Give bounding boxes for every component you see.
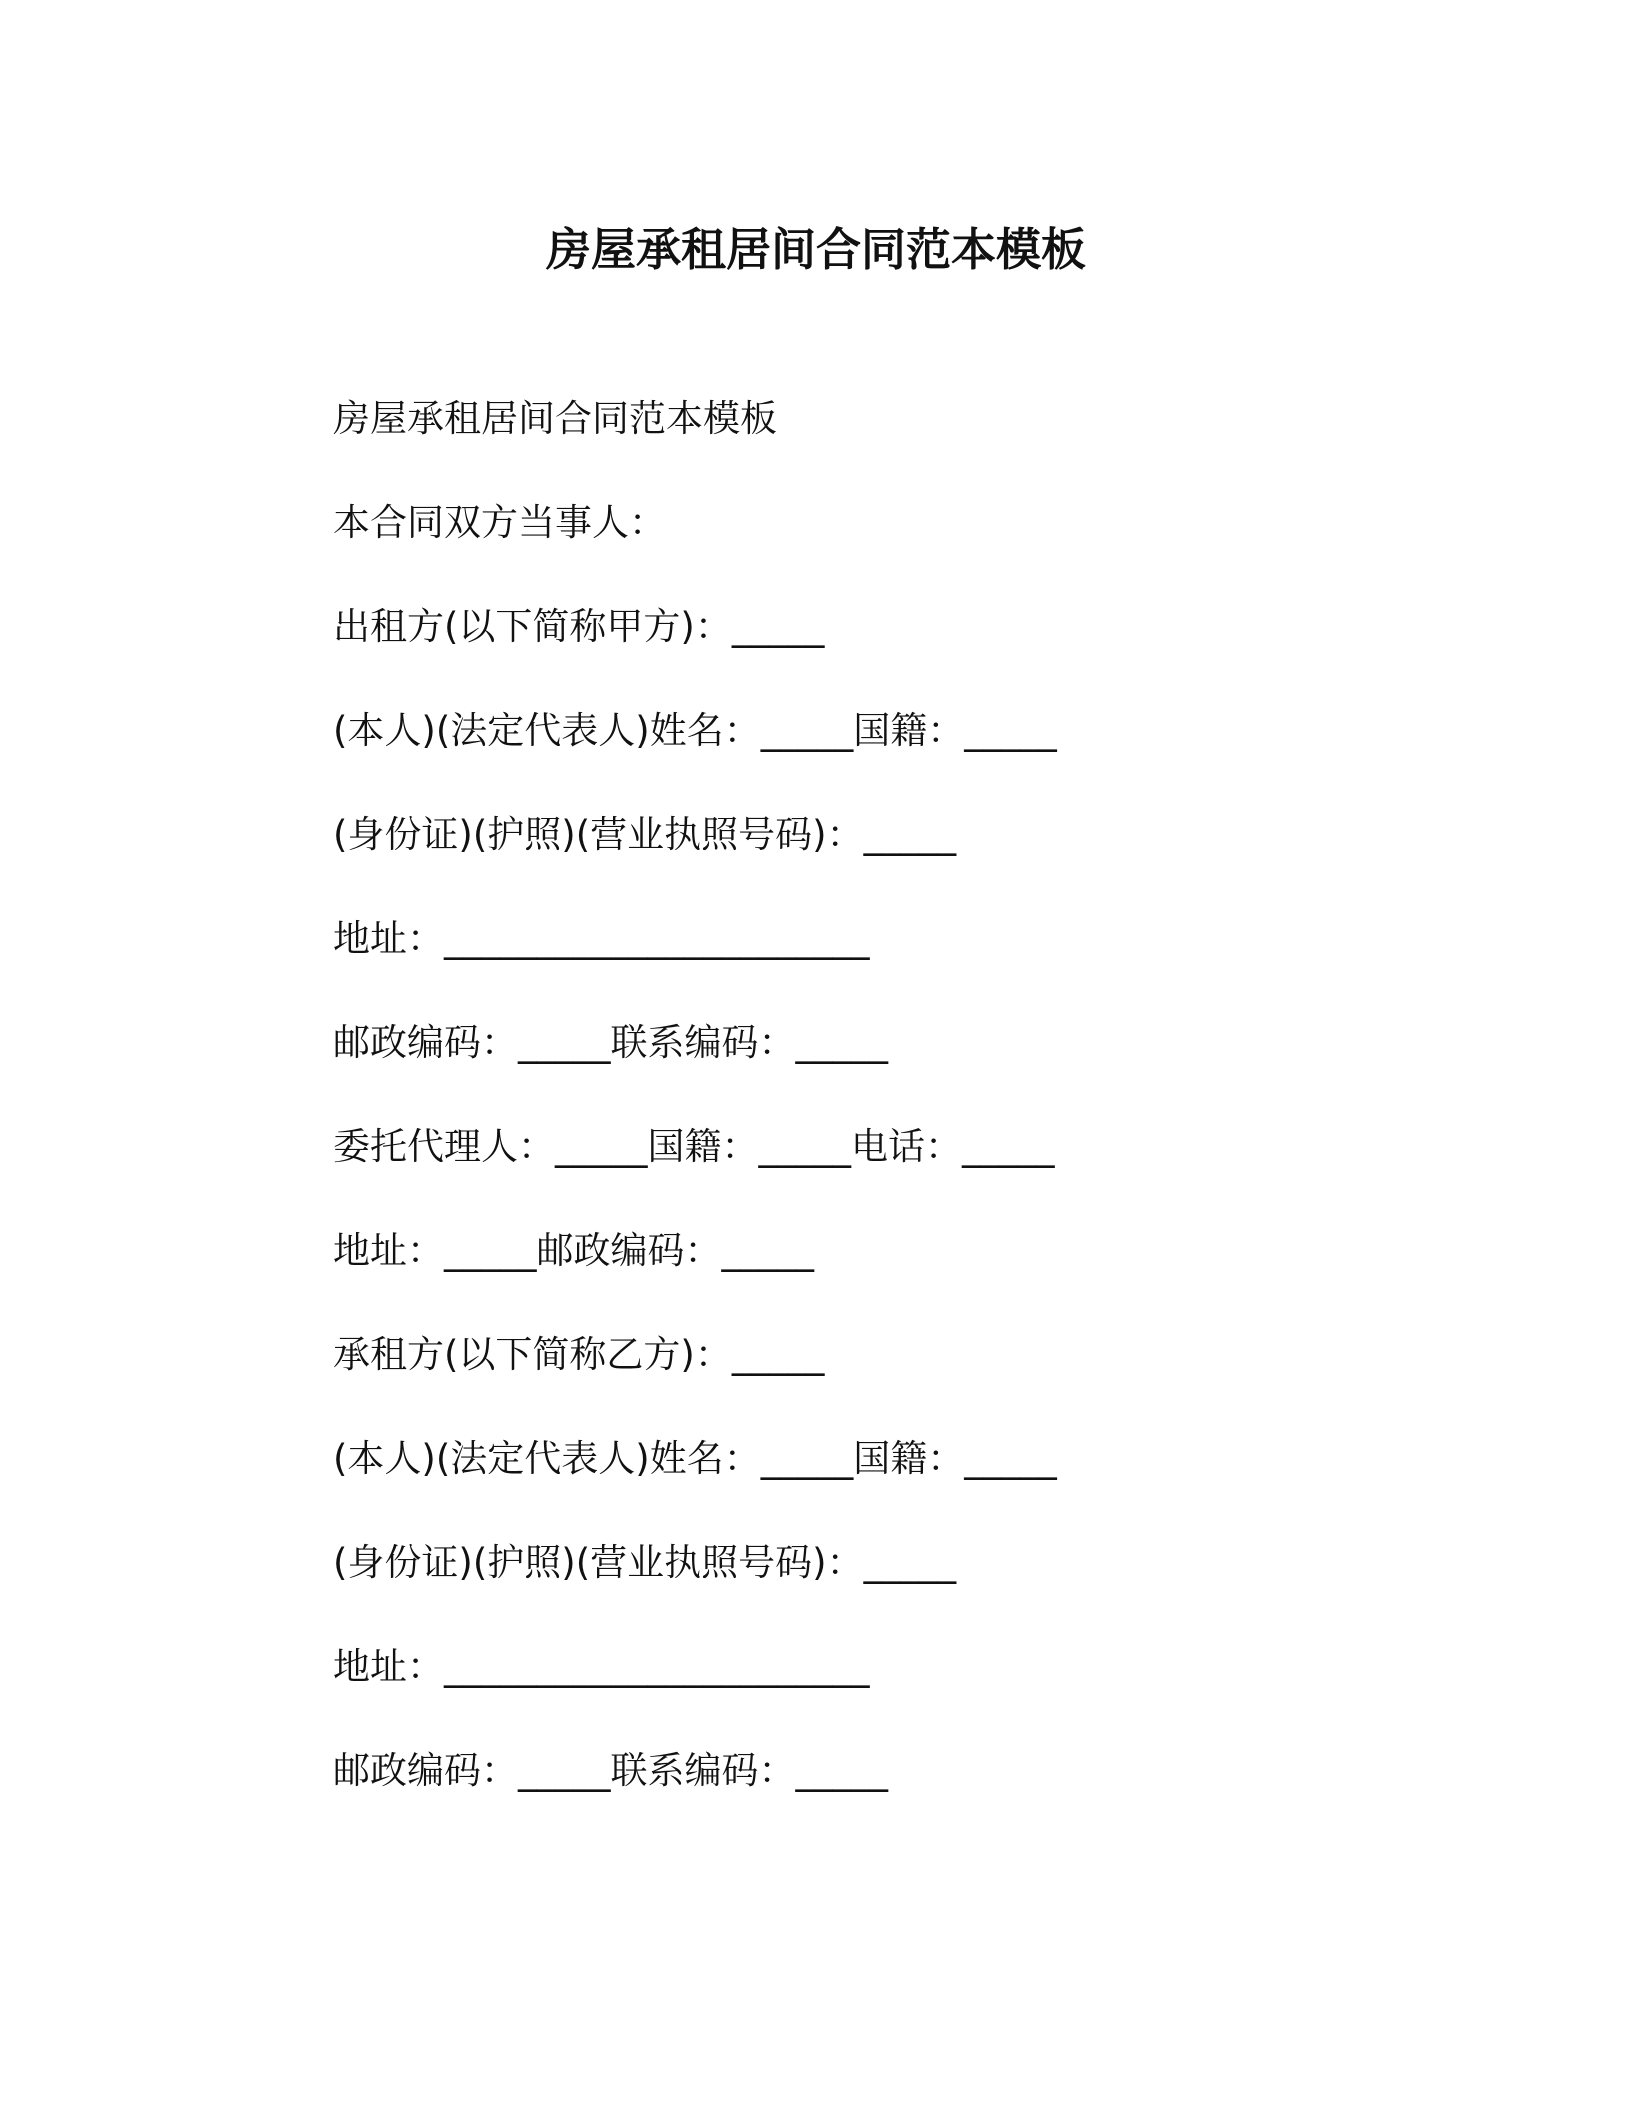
lessor-name-nationality-line: (本人)(法定代表人)姓名：_____国籍：_____ — [333, 709, 1057, 752]
lessor-id-line: (身份证)(护照)(营业执照号码)：_____ — [333, 813, 957, 856]
lessee-line: 承租方(以下简称乙方)：_____ — [333, 1333, 825, 1376]
agent-line: 委托代理人：_____国籍：_____电话：_____ — [333, 1125, 1055, 1168]
lessor-line: 出租方(以下简称甲方)：_____ — [333, 605, 825, 648]
lessee-address-line: 地址：_______________________ — [333, 1645, 870, 1688]
lessee-id-line: (身份证)(护照)(营业执照号码)：_____ — [333, 1541, 957, 1584]
document-body — [333, 395, 1433, 1851]
document-title: 房屋承租居间合同范本模板 — [545, 223, 1086, 276]
lessee-postcode-contact-line: 邮政编码：_____联系编码：_____ — [333, 1749, 888, 1792]
lessor-postcode-contact-line: 邮政编码：_____联系编码：_____ — [333, 1021, 888, 1064]
lessee-name-nationality-line: (本人)(法定代表人)姓名：_____国籍：_____ — [333, 1437, 1057, 1480]
parties-intro-line: 本合同双方当事人： — [333, 501, 666, 544]
agent-address-postcode-line: 地址：_____邮政编码：_____ — [333, 1229, 814, 1272]
subtitle-line: 房屋承租居间合同范本模板 — [333, 397, 777, 440]
lessor-address-line: 地址：_______________________ — [333, 917, 870, 960]
